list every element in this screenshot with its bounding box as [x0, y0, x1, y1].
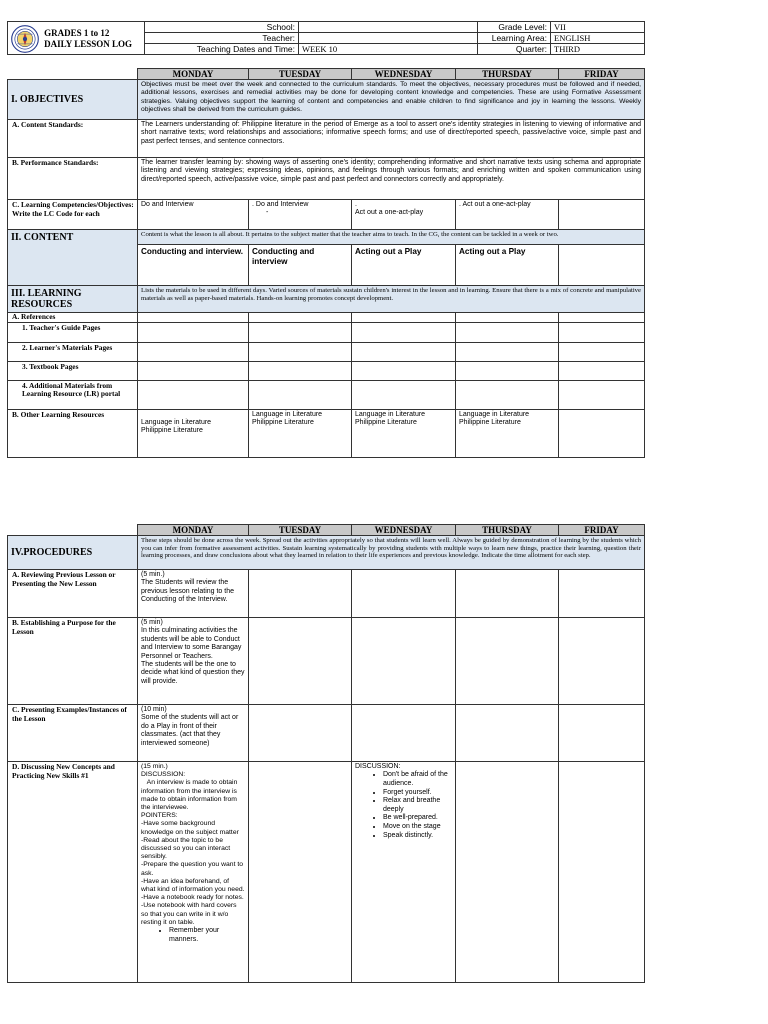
purpose-thursday [456, 618, 559, 705]
other-monday-line1: Language in Literature [141, 418, 212, 426]
additional-materials-label: 4. Additional Materials from Learning Resource (LR) portal [8, 380, 138, 409]
other-resources-tuesday [249, 409, 352, 457]
discussing-thursday [456, 762, 559, 983]
references-thursday [456, 313, 559, 323]
pointer-item: -Have a notebook ready for notes. [141, 894, 244, 902]
reviewing-friday [559, 570, 645, 618]
competency-friday [559, 200, 645, 230]
examples-thursday [456, 705, 559, 762]
reviewing-monday-time: (5 min.) [141, 571, 165, 578]
bullet-item: • Remember your manners. [169, 927, 245, 944]
tg-friday [559, 322, 645, 342]
content-monday: Conducting and interview. [138, 245, 249, 286]
tb-tuesday [249, 361, 352, 380]
procedures-heading: IV.PROCEDURES [8, 536, 138, 570]
tb-friday [559, 361, 645, 380]
other-wednesday-line2: Philippine Literature [355, 419, 417, 426]
am-friday [559, 380, 645, 409]
learning-area-label: Learning Area: [478, 33, 551, 44]
competency-thursday: . Act out a one-act-play [456, 200, 559, 230]
bullet-item: • Speak distinctly. [383, 832, 452, 841]
other-tuesday-line1: Language in Literature [252, 410, 323, 418]
examples-friday [559, 705, 645, 762]
pointer-item: -Use notebook with hard covers so that you can write in it w/o resting it on table. [141, 902, 237, 926]
form-title-line1: GRADES 1 to 12 [44, 28, 110, 38]
pointer-item: -Have some background knowledge on the subject matter [141, 820, 239, 836]
bullet-item: • Move on the stage [383, 823, 452, 832]
deped-seal-icon [11, 25, 39, 53]
presenting-examples-label: C. Presenting Examples/Instances of the Lesson [8, 705, 138, 762]
reviewing-tuesday [249, 570, 352, 618]
competency-tuesday-line2: - [266, 209, 269, 217]
other-resources-monday [138, 409, 249, 457]
resources-heading: III. LEARNING RESOURCES [8, 286, 138, 313]
objectives-note: Objectives must be meet over the week and connected to the curriculum standards. To meet the objectives, necessary procedures must be followed and if needed, additional lessons, exercises and remedial activities may be done for developing content knowledge and competencies. These are using Formative Assessment strategies. Valuing objectives support the learning of content and competencies and enable children to find significance and joy in learning the lessons. Weekly objectives shall be derived from the curriculum guides. [138, 80, 645, 120]
other-tuesday-line2: Philippine Literature [252, 419, 314, 426]
references-friday [559, 313, 645, 323]
day-header-friday: FRIDAY [559, 525, 645, 536]
discussing-monday-time: (15 min.) [141, 763, 168, 770]
other-thursday-line2: Philippine Literature [459, 419, 521, 426]
bullet-item: • Forget yourself. [383, 789, 452, 798]
references-label: A. References [8, 313, 138, 323]
competencies-label: C. Learning Competencies/Objectives: Write the LC Code for each [8, 200, 138, 230]
performance-standards-label: B. Performance Standards: [8, 158, 138, 200]
lesson-log-table-page1 [7, 68, 645, 458]
tg-tuesday [249, 322, 352, 342]
day-header-tuesday: TUESDAY [249, 69, 352, 80]
references-monday [138, 313, 249, 323]
bullet-item: • Be well-prepared. [383, 814, 452, 823]
tg-wednesday [352, 322, 456, 342]
performance-standards-text: The learner transfer learning by: showing ways of asserting one's identity; comprehending informative and short narrative texts using schema and appropriate listening and viewing strategies; expressing ideas, opinions, and feelings through various formats; and enriching written and spoken communication using direct/reported speech, active/passive voice, simple past and past perfect and connectors correctly and appropriately. [138, 158, 645, 200]
pointer-item: -Have an idea beforehand, of what kind of information you need. [141, 877, 245, 894]
day-header-tuesday: TUESDAY [249, 525, 352, 536]
reviewing-wednesday [352, 570, 456, 618]
reviewing-thursday [456, 570, 559, 618]
am-wednesday [352, 380, 456, 409]
grade-level-label: Grade Level: [478, 22, 551, 33]
other-resources-wednesday [352, 409, 456, 457]
other-thursday-line1: Language in Literature [459, 410, 530, 418]
day-header-monday: MONDAY [138, 525, 249, 536]
competency-monday: Do and Interview [138, 200, 249, 230]
other-wednesday-line1: Language in Literature [355, 410, 426, 418]
discussing-wednesday-bullets [355, 771, 452, 840]
purpose-monday-text1: In this culminating activities the students will be able to Conduct and Interview to some Barangay Personnel or Teachers. [141, 627, 242, 660]
lesson-log-table-page2 [7, 524, 645, 983]
examples-monday [138, 705, 249, 762]
content-note: Content is what the lesson is all about. It pertains to the subject matter that the teacher aims to teach. In the CG, the content can be tackled in a week or two. [138, 230, 645, 245]
day-header-wednesday: WEDNESDAY [352, 525, 456, 536]
examples-wednesday [352, 705, 456, 762]
day-header-thursday: THURSDAY [456, 69, 559, 80]
other-monday-line2: Philippine Literature [141, 427, 203, 434]
competency-tuesday-line1: . Do and Interview [252, 201, 309, 208]
lm-friday [559, 342, 645, 361]
discussing-wednesday [352, 762, 456, 983]
teacher-field[interactable] [299, 33, 478, 44]
other-resources-thursday [456, 409, 559, 457]
pointer-item: -Prepare the question you want to ask. [141, 861, 244, 877]
discussing-monday [138, 762, 249, 983]
discussing-monday-bullets [141, 927, 245, 944]
objectives-heading: I. OBJECTIVES [8, 80, 138, 120]
content-friday [559, 245, 645, 286]
corner-cell [8, 69, 138, 80]
reviewing-lesson-label: A. Reviewing Previous Lesson or Presenting the New Lesson [8, 570, 138, 618]
teacher-label: Teacher: [145, 33, 299, 44]
corner-cell [8, 525, 138, 536]
grade-level-field[interactable]: VII [551, 22, 645, 33]
am-monday [138, 380, 249, 409]
tb-thursday [456, 361, 559, 380]
discussing-wednesday-heading: DISCUSSION: [355, 763, 401, 770]
header-title-block [8, 22, 145, 55]
lm-monday [138, 342, 249, 361]
am-thursday [456, 380, 559, 409]
establishing-purpose-label: B. Establishing a Purpose for the Lesson [8, 618, 138, 705]
lm-tuesday [249, 342, 352, 361]
competency-wednesday [352, 200, 456, 230]
discussing-monday-heading: DISCUSSION: [141, 771, 186, 779]
teachers-guide-label: 1. Teacher's Guide Pages [8, 322, 138, 342]
day-header-thursday: THURSDAY [456, 525, 559, 536]
resources-note: Lists the materials to be used in different days. Varied sources of materials sustain children's interest in the lesson and in learning. Ensure that there is a mix of concrete and manipulative materials as well as paper-based materials. Hands-on learning promotes concept development. [138, 286, 645, 313]
textbook-pages-label: 3. Textbook Pages [8, 361, 138, 380]
examples-tuesday [249, 705, 352, 762]
purpose-friday [559, 618, 645, 705]
content-thursday: Acting out a Play [456, 245, 559, 286]
day-header-friday: FRIDAY [559, 69, 645, 80]
content-wednesday: Acting out a Play [352, 245, 456, 286]
references-tuesday [249, 313, 352, 323]
references-wednesday [352, 313, 456, 323]
quarter-label: Quarter: [478, 44, 551, 55]
competency-wednesday-line1: . [355, 201, 357, 208]
content-standards-label: A. Content Standards: [8, 120, 138, 158]
day-header-wednesday: WEDNESDAY [352, 69, 456, 80]
content-tuesday: Conducting and interview [249, 245, 352, 286]
lm-wednesday [352, 342, 456, 361]
purpose-monday-text2: The students will be the one to decide what kind of question they will provide. [141, 661, 245, 685]
school-field[interactable] [299, 22, 478, 33]
examples-monday-time: (10 min) [141, 706, 167, 713]
discussing-concepts-label: D. Discussing New Concepts and Practicing New Skills #1 [8, 762, 138, 983]
content-standards-text: The Learners understanding of: Philippine literature in the period of Emerge as a tool to assert one's identity strategies in listening to viewing of informative and short narrative texts; word relationships and associations; informative speech forms; and use of direct/reported speech, passive/active voice, simple past and past perfect tenses, and sentence connectors. [138, 120, 645, 158]
purpose-tuesday [249, 618, 352, 705]
lm-thursday [456, 342, 559, 361]
day-header-monday: MONDAY [138, 69, 249, 80]
purpose-monday [138, 618, 249, 705]
bullet-item: • Don't be afraid of the audience. [383, 771, 452, 788]
quarter-field[interactable]: THIRD [551, 44, 645, 55]
purpose-monday-time: (5 min) [141, 619, 163, 626]
tb-monday [138, 361, 249, 380]
tb-wednesday [352, 361, 456, 380]
discussing-tuesday [249, 762, 352, 983]
school-label: School: [145, 22, 299, 33]
content-heading: II. CONTENT [8, 230, 138, 286]
competency-tuesday [249, 200, 352, 230]
am-tuesday [249, 380, 352, 409]
discussing-monday-definition: An interview is made to obtain information from the interview is made to obtain information from the interviewee. [141, 779, 240, 812]
learning-area-field[interactable]: ENGLISH [551, 33, 645, 44]
pointer-item: -Read about the topic to be discussed so you can interact sensibly. [141, 836, 231, 861]
learners-materials-label: 2. Learner's Materials Pages [8, 342, 138, 361]
header-table [7, 21, 645, 55]
form-title-line2: DAILY LESSON LOG [44, 39, 132, 49]
teaching-dates-label: Teaching Dates and Time: [145, 44, 299, 55]
procedures-note: These steps should be done across the week. Spread out the activities appropriately so that students will learn well. Always be guided by demonstration of learning by the students which you can infer from formative assessment activities. Sustain learning systematically by providing students with multiple ways to learn new things, practice their learning, question their learning processes, and draw conclusions about what they learned in relation to their life experiences and previous knowledge. Indicate the time allotment for each step. [138, 536, 645, 570]
bullet-item: • Relax and breathe deeply [383, 797, 452, 814]
purpose-wednesday [352, 618, 456, 705]
other-resources-label: B. Other Learning Resources [8, 409, 138, 457]
discussing-friday [559, 762, 645, 983]
tg-monday [138, 322, 249, 342]
reviewing-monday [138, 570, 249, 618]
competency-wednesday-line2: Act out a one-act-play [355, 209, 424, 217]
teaching-dates-field[interactable]: WEEK 10 [299, 44, 478, 55]
other-resources-friday [559, 409, 645, 457]
examples-monday-text: Some of the students will act or do a Play in front of their classmates. (act that they interviewed someone) [141, 714, 239, 747]
discussing-monday-pointers: POINTERS: [141, 812, 178, 820]
reviewing-monday-text: The Students will review the previous lesson relating to the Conducting of the Interview. [141, 579, 234, 604]
tg-thursday [456, 322, 559, 342]
